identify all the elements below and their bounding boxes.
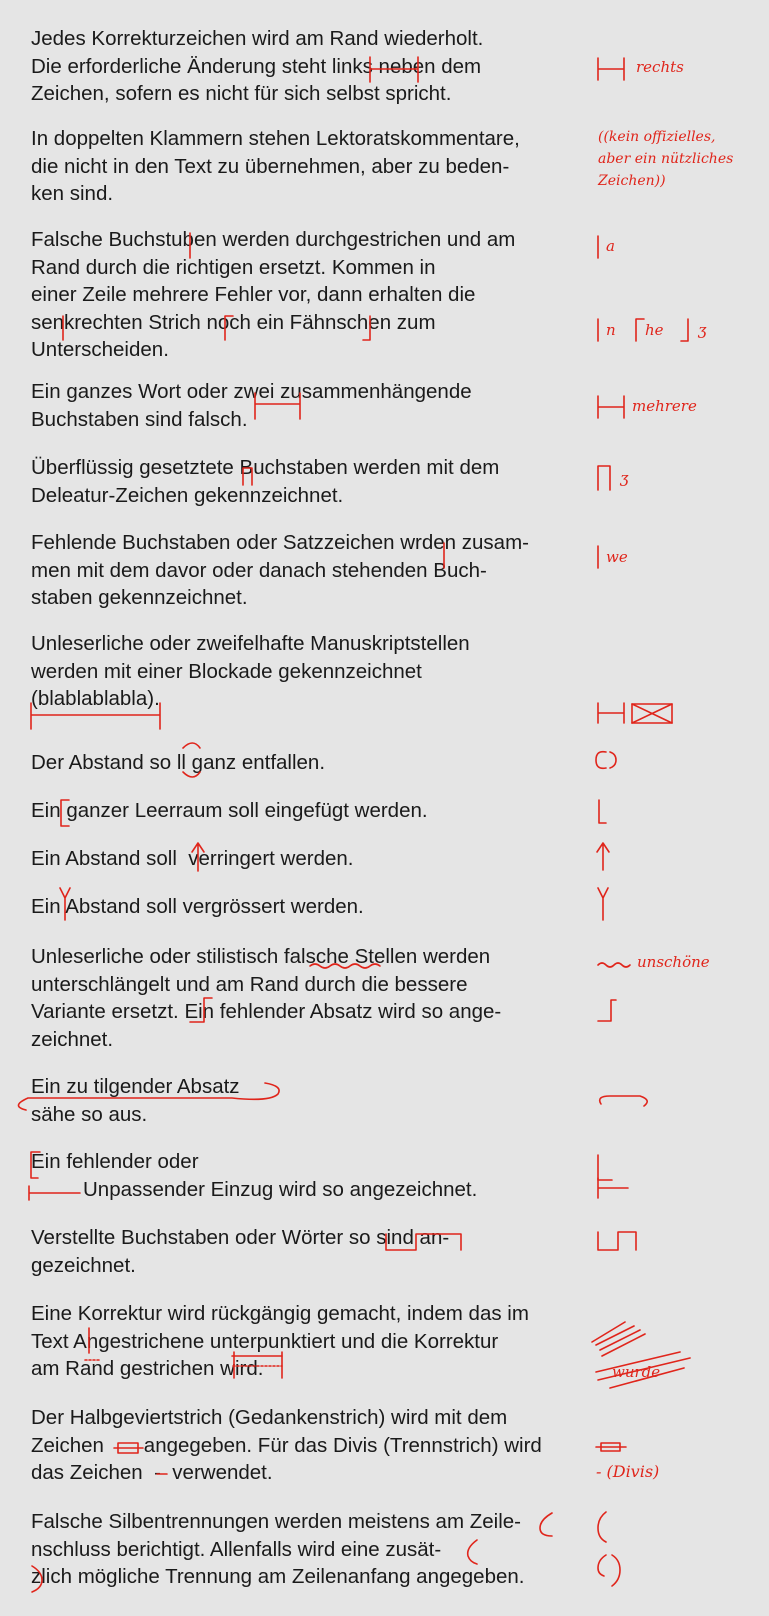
text-line: Ein ganzes Wort oder zwei zusammenhängende: [31, 380, 472, 403]
paragraph-deleatur: [31, 454, 591, 509]
text-line: Ein Abstand soll vergrössert werden.: [31, 895, 364, 918]
margin-note-rechts: rechts: [636, 58, 684, 76]
text-line: staben gekennzeichnet.: [31, 586, 248, 609]
text-line: Text Angestrichene unterpunktiert und die Korrektur: [31, 1329, 499, 1353]
text-line: Der Abstand so ll ganz entfallen.: [31, 751, 326, 774]
text-line: Fehlende Buchstaben oder Satzzeichen wrden zusam-: [31, 531, 529, 554]
margin-note-a: a: [606, 237, 615, 255]
margin-note-delete-1: ʒ: [698, 321, 707, 339]
text-line: senkrechten Strich noch ein Fähnschen zum: [31, 310, 436, 334]
margin-note-mehrere: mehrere: [632, 397, 697, 415]
margin-note-wurde-struck: wurde: [612, 1363, 661, 1381]
text-line: Ein zu tilgender Absatz: [31, 1075, 240, 1098]
paragraph-wrong-letters: [31, 226, 591, 364]
text-line: Überflüssig gesetztete Buchstaben werden mit dem: [31, 456, 500, 479]
text-line: Jedes Korrekturzeichen wird am Rand wiederholt.: [31, 27, 484, 50]
paragraph-indent: [31, 1148, 591, 1203]
margin-note-delete-2: ʒ: [620, 469, 629, 487]
paragraph-enlarge-space: [31, 893, 591, 921]
paragraph-dashes: [31, 1404, 591, 1487]
paragraph-margin-repeat: [31, 25, 591, 108]
text-line: Rand durch die richtigen ersetzt. Kommen in: [31, 255, 436, 279]
paragraph-insert-space: [31, 797, 591, 825]
paragraph-blockade: [31, 630, 591, 713]
text-line: Unterscheiden.: [31, 338, 169, 361]
text-line: Die erforderliche Änderung steht links neben dem: [31, 54, 482, 78]
margin-note-unschoene: unschöne: [637, 953, 710, 971]
text-line: Falsche Silbentrennungen werden meistens am Zeile-: [31, 1510, 521, 1533]
comment-line: aber ein nützliches: [598, 151, 734, 167]
paragraph-transposition: [31, 1224, 591, 1279]
text-line: werden mit einer Blockade gekennzeichnet: [31, 659, 422, 683]
text-line: sähe so aus.: [31, 1102, 148, 1126]
text-line: Deleatur-Zeichen gekennzeichnet.: [31, 483, 344, 507]
text-line: zlich mögliche Trennung am Zeilenanfang angegeben.: [31, 1565, 525, 1588]
text-line: Variante ersetzt. Ein fehlender Absatz wird so ange-: [31, 1000, 502, 1023]
text-line: Ein fehlender oder: [31, 1150, 199, 1173]
text-line: Verstellte Buchstaben oder Wörter so sind an-: [31, 1226, 450, 1249]
text-line: Ein Abstand soll verringert werden.: [31, 847, 354, 870]
text-line: ken sind.: [31, 182, 114, 205]
paragraph-squiggle: [31, 943, 591, 1053]
paragraph-hyphenation: [31, 1508, 591, 1591]
text-line: Ein ganzer Leerraum soll eingefügt werden.: [31, 799, 428, 822]
text-line: gezeichnet.: [31, 1253, 136, 1277]
text-line: nschluss berichtigt. Allenfalls wird eine zusät-: [31, 1537, 442, 1561]
margin-note-n: n: [606, 321, 616, 339]
margin-note-he: he: [645, 321, 664, 339]
paragraph-whole-word: [31, 378, 591, 433]
text-line: Eine Korrektur wird rückgängig gemacht, indem das im: [31, 1302, 529, 1325]
text-line: Falsche Buchstuben werden durchgestrichen und am: [31, 228, 516, 251]
text-line: Der Halbgeviertstrich (Gedankenstrich) wird mit dem: [31, 1406, 508, 1429]
text-line: einer Zeile mehrere Fehler vor, dann erhalten die: [31, 283, 476, 306]
text-line: In doppelten Klammern stehen Lektoratskommentare,: [31, 127, 520, 150]
text-line: men mit dem davor oder danach stehenden Buch-: [31, 558, 487, 582]
margin-note-divis: - (Divis): [596, 1462, 660, 1481]
text-line: zeichnet.: [31, 1027, 114, 1051]
text-line: Buchstaben sind falsch.: [31, 407, 248, 431]
paragraph-remove-break: [31, 1073, 591, 1128]
margin-note-comment: [598, 126, 733, 192]
paragraph-missing-letters: [31, 529, 591, 612]
text-line: unterschlängelt und am Rand durch die bessere: [31, 972, 468, 996]
text-line: am Rand gestrichen wird.: [31, 1357, 264, 1380]
text-line: Unpassender Einzug wird so angezeichnet.: [83, 1177, 478, 1201]
text-line: Unleserliche oder stilistisch falsche Stellen werden: [31, 945, 491, 968]
text-line: die nicht in den Text zu übernehmen, aber zu beden-: [31, 154, 510, 178]
text-line: das Zeichen - verwendet.: [31, 1461, 273, 1484]
text-line: Unleserliche oder zweifelhafte Manuskriptstellen: [31, 632, 470, 655]
text-line: Zeichen, sofern es nicht für sich selbst spricht.: [31, 82, 452, 105]
paragraph-editor-comments: [31, 125, 591, 208]
paragraph-reduce-space: [31, 845, 591, 873]
text-line: (blablablabla).: [31, 687, 160, 710]
comment-line: Zeichen)): [598, 173, 666, 189]
comment-line: ((kein offizielles,: [598, 129, 716, 145]
paragraph-remove-space: [31, 749, 591, 777]
margin-note-we: we: [606, 548, 628, 566]
text-line: Zeichen angegeben. Für das Divis (Trennstrich) wird: [31, 1433, 542, 1457]
paragraph-undo: [31, 1300, 591, 1383]
